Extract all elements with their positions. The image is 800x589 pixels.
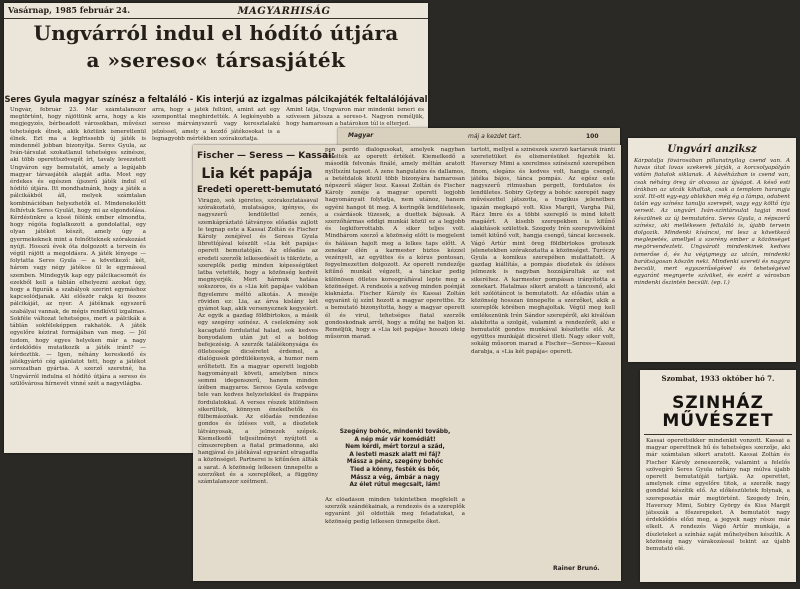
szinhaz-date: Szombat, 1933 október hó 7. — [661, 374, 775, 383]
newspaper-masthead: MAGYARHISÁG — [237, 6, 331, 17]
poem-line: Az élet rútul megcsalt, lám! — [349, 482, 441, 489]
anziksz-title: Ungvári anziksz — [667, 144, 757, 155]
operett-column-2-end: Az előadáson minden tekintetben megfelelt a szerzők szándékainak, a rendezés és a szereplők egyaránt jól oldották meg feladatukat, a közönség pedig lelkesen ünnepelte őket. — [325, 497, 465, 525]
article-title-line-1: Ungvárról indul el hódító útjára — [33, 21, 399, 45]
poem-line: Szegény bohóc, mindenki tovább, — [339, 429, 451, 435]
operett-title: Lia két papája — [201, 166, 313, 182]
clipping-operett-review — [193, 145, 621, 581]
masthead-rule — [4, 18, 428, 19]
clipping-date: Vasárnap, 1985 február 24. — [8, 5, 131, 15]
clipping-szinhaz-muveszet — [640, 370, 796, 582]
operett-column-3: tartott, mellyel a színészek szerző kartársuk iránti szeretetüket és elismerésüket fejezték ki. Haverszy Mimi a szerelmes színésznő szerepében finom, elegáns és kedves volt, hangja csengő, játéka bájos, tánca pompás. Az egész este nagyszerű ritmusban pergett, fordulatos és lendületes. Sobiry György a bohóc szerepét nagy művészettel játszotta, a tragikus jelenetben igazán megkapó volt. Kiss Margit, Vargha Pál, Rácz Imre és a többi szereplő is mind kitett magáért. A kisebb szerepekben is kitűnő alakítások születtek. Szegedy Irén szerepvivőként ismét kitűnő volt, hangja csengő, táncai kecsesek. Vágó Artúr mint öreg földbirtokos groteszk jelenetekben szórakoztatta a közönséget. Turóczy Gyula a komikus szerepében mulattatott. A gazdag kiállítás, a pompás díszletek és ízléses jelmezek is nagyban hozzájárultak az est sikeréhez. A karmester pompásan irányította a zenekart. Hatalmas sikert aratott a táncosnő, aki két szólótáncot is bemutatott. Az előadás után a közönség hosszan ünnepelte a szerzőket, akik a szereplők körében meghajoltak. Végül meg kell emlékeznünk Irén Sándor szerepéről, aki kiválóan alakította a szolgát, valamint a rendezőről, aki e bemutatót gondos munkával készítette elő. Az együttes munkáját dicséret illeti. Nagy siker volt, sokáig műsoron marad a Fischer—Seress—Kassai darabja, a »Lia két papája« operett. — [471, 147, 615, 355]
szinhaz-body: Kassai operettsikker mindenkit vonzott. Kassai a magyar operettnek hű és tehetséges szerzője, aki már számtalan sikert aratott. Kassai Zoltán és Fischer Károly zeneszerzők, valamint a felelős szövegíró Seres Gyula néhány nap múlva újabb operett bemutatóját tartják. Az operettet, amelynek címe egyelőre titok, a szerzők nagy gonddal készítik elő. Az előkészületek folynak, a szereposztás már megtörtént. Szegedy Irén, Haverszy Mimi, Sobiry György és Kiss Margit játsszák a főszerepeket. A bemutatót nagy érdeklődés előzi meg, a jegyek nagy része már elkelt. A rendezés Vágó Artúr munkája, a díszleteket a színház saját műhelyében készítik. A közönség nagy várakozással tekint az újabb bemutató elé. — [646, 438, 790, 553]
szinhaz-title-line-2: MŰVÉSZET — [662, 411, 774, 431]
operett-column-2: pen perdő dialógusokat, amelyek nagyban emelték az operett értékét. Kiemelkedő a második felvonás finálé, amely méltán aratott nyíltszíni tapsot. A zene hangulatos és dallamos, a betétdalok közül több bizonyára hamarosan népszerű sláger lesz. Kassai Zoltán és Fischer Károly zenéje a magyar operett legjobb hagyományait folytatja, nem utánoz, hanem egyéni hangot üt meg. A keringők lendületesek, a csárdások tüzesek, a duettek bájosak. A szerzőhármas eddigi munkái közül ez a legjobb és legkiforrottabb. A siker teljes volt. Mindhárom szerző a közönség előtt is megjelent és hálásan hajolt meg a lelkes taps előtt. A zenekar élén a karmester biztos kézzel vezényelt, az együttes és a kórus pontosan, fegyelmezetten dolgozott. Az operett rendezője kitűnő munkát végzett, a tánckar pedig különösen ötletes koreográfiával lepte meg a közönséget. A rendezés a szöveg minden poénját kiaknázta. Fischer Károly és Kassai Zoltán egyaránt új színt hozott a magyar operettbe. Ez a bemutató bizonyította, hogy a magyar operett él és virul, tehetséges fiatal szerzők gondoskodnak arról, hogy a műfaj ne haljon ki. Reméljük, hogy a »Lia két papája« hosszú ideig műsoron marad. — [325, 147, 465, 341]
article-subtitle: Seres Gyula magyar színész a feltaláló - Kis interjú az izgalmas pálcikajáték feltalálójával — [4, 94, 428, 104]
poem-line: A lesteti maszk alatt mi fáj? — [349, 451, 441, 458]
clipping-ungvari-anziksz — [628, 138, 796, 362]
poem-line: Tied a könny, festék és bőr, — [350, 466, 440, 473]
operett-authors-heading: Fischer — Seress — Kassai: — [197, 151, 335, 161]
band-label-text: máj a kezdet tart. — [468, 133, 522, 140]
poem-line: Mássz a pénz, szegény bohóc — [346, 459, 444, 466]
clipping-band-strip — [338, 128, 620, 146]
operett-poem — [325, 429, 465, 490]
band-label-number: 100 — [586, 133, 599, 140]
szinhaz-rule — [644, 434, 792, 435]
anziksz-body: Kárpátalja fővárosában pillanatnyilag csend van. A havas útat lovas szekerek járják, a korcsolyapályán vidám fiatalok siklanak. A kávéházban is csend van, csak néhány öreg úr olvassa az újságot. A késő esti órákban az utcák kihaltak, csak a templom harangja szól. Itt-ott egy-egy ablakban még ég a lámpa, odabent talán egy színész tanulja szerepét, vagy egy költő írja verseit. Az ungvári Iván-színtársulat tagjai most készülnek az új bemutatóra. Seres Gyula, a népszerű színész, aki mellékesen feltaláló is, újabb tervein dolgozik. Mindenki kíváncsi, mi lesz a következő meglepetés, amellyel a szerény ember a közönséget megörvendezteti. Ungvárott mindenkinek kedves ismerőse ő, és ha végigmegy az utcán, mindenki barátságosan köszön neki. Mindenki szereti és nagyra becsüli, mert egyszerűségével és tehetségével egyaránt megnyerte szívüket, és ezért a városban mindenki őszintén becsüli. (ep. l.) — [634, 158, 790, 287]
poem-line: A nép már vár komédiát! — [354, 436, 436, 443]
band-label-masthead: Magyar — [348, 132, 374, 139]
article-column-2: arra, hogy a játék feltűnt, amint azt egy szemponttal meghirdették. A legkényebb a sereso márványszerű vagy keresztalakú jelzéssel, amely a kezdő játékosokat is a legnagyobb mértékben szórakoztatja. — [152, 107, 280, 142]
article-title-line-2: a »sereso« társasjáték — [86, 48, 346, 72]
article-column-1: Ungvár, február 23. Már számtalanszor megtörtént, hogy rájöttünk arra, hogy a kis megjegyzés, bérbeadott városokban, művészi tehetségek élnek, akik köztünk ismeretlenül élnek. Ezt ma a legfrissebb új játék is mindennél jobban bizonyítja. Seres Gyula, az Iván-társulat szokatlanul tehetséges színésze, aki több operettszövegét írt, tavaly levezetett Ungváron egy bemutatót, amely a legújabb magyar társasjáték alapját adta. Most egy érdekes és egészen újszerű játék indul el hódító útjára. Itt mondhatnánk, hogy a játék a pálcikákból áll, melyek számtalan kombinációban helyezhetők el. Mindenekelőtt felhívtuk Seres Gyulát, hogy mi az elgondolása. Kérdésünkre a kissé félénk ember elmondta, hogy régóta foglalkozott a gondolattal, egy olyan játékot készít, amely úgy a gyermekeknek mint a felnőtteknek szórakozást nyújt. Hosszú évek óta dolgozott a tervein és végül rájött a megoldásra. A játék lényege — folytatta Seres Gyula — a következő: két, három vagy négy játékos ül le egymással szemben. Mindegyik kap egy pálcikacsomót és ezekből kell a táblán elhelyezni azokat úgy, hogy a figurák a szabályok szerint egymáshoz kapcsolódjanak. Aki először rakja ki összes pálcikáját, az nyer. A játéknak egyszerű szabályai vannak, de mégis rendkívül izgalmas. Sokféle változat lehetséges, mert a pálcikák a táblán sokféleképpen rakhatók. A játék egyelőre kézirat formájában van meg. — Jól tudom, hogy egyes helyeken már a nagy érdeklődés mutatkozik a játék iránt? — kérdeztük. — Igen, néhány kereskedő és játékgyártó cég ajánlatot tett, hogy a játékot sorozatban gyártsa. A szerző szeretné, ha Ungvárról indulna el hódító útjára a sereso és szülővárosa hírnevét vinné szét a nagyvilágba. — [10, 107, 146, 387]
operett-subtitle: Eredeti operett-bemutató — [197, 185, 322, 195]
operett-signature: Rainer Brunó. — [553, 565, 600, 572]
poem-line: Nem kérdi, mért torzul a szád, — [345, 444, 445, 451]
article-column-3: Amint látja, Ungváron már mindenki ismeri és szívesen játssza a sereso-t. Nagyon reméljük, hogy hamarosan a határokon túl is elterjed. — [286, 107, 424, 128]
poem-line: Mássz a vég, ámbár a nagy — [350, 474, 440, 481]
szinhaz-title-line-1: SZINHÁZ — [672, 393, 764, 413]
operett-column-1: Virágzó, sok ígéretes, szórakoztatásával szórakoztató, mulatságos, igényes, és nagyszerű lendülettel zenés, szemkápráztató látványos előadás zajlott le tegnap este a Kassai Zoltán és Fischer Károly zenéjével és Seress Gyula librettójával készült »Lia két papája« operett bemutatóján. Az előadás az eredeti szerzők lelkesedését is tükrözte, a szereplők pedig minden képességüket latba vetették, hogy a közönség kedvét megnyerjék. Mert hármuk hatása sokszoros, és a »Lia két papája« valóban figyelemre méltó alkotás. A meséje röviden ez: Lia, az árva kislány két gyámot kap, akik versenyeznek kegyeiért. Az egyik a gazdag földbirtokos, a másik egy szegény színész. A cselekmény sok kacagtató fordulattal halad, sok kedves bonyodalom után jut el a boldog befejezésig. A szerzők találékonysága és ötletessége dicséretet érdemel, a dialógusok gördülékenyek, a humor nem erőltetett. En a magyar operett legjobb hagyományait követi, amelyben nincs semmi idegenszerű, hanem minden ízében magyaros. Seress Gyula szövege tele van kedves helyzetekkel és frappáns fordulatokkal. A verses részek különösen sikerültek, könnyen énekelhetők és fülbemászóak. Az előadás rendezése gondos és ízléses volt, a díszletek látványosak, a jelmezek szépek. Kiemelkedő teljesítményt nyújtott a címszerepben a fiatal primadonna, aki hangjával és játékával egyaránt elragadta a közönséget. Partnerei is kitűnően állták a sarat. A közönség lelkesen ünnepelte a szerzőket és a szereplőket, a függöny számtalanszor szétment. — [198, 198, 318, 485]
